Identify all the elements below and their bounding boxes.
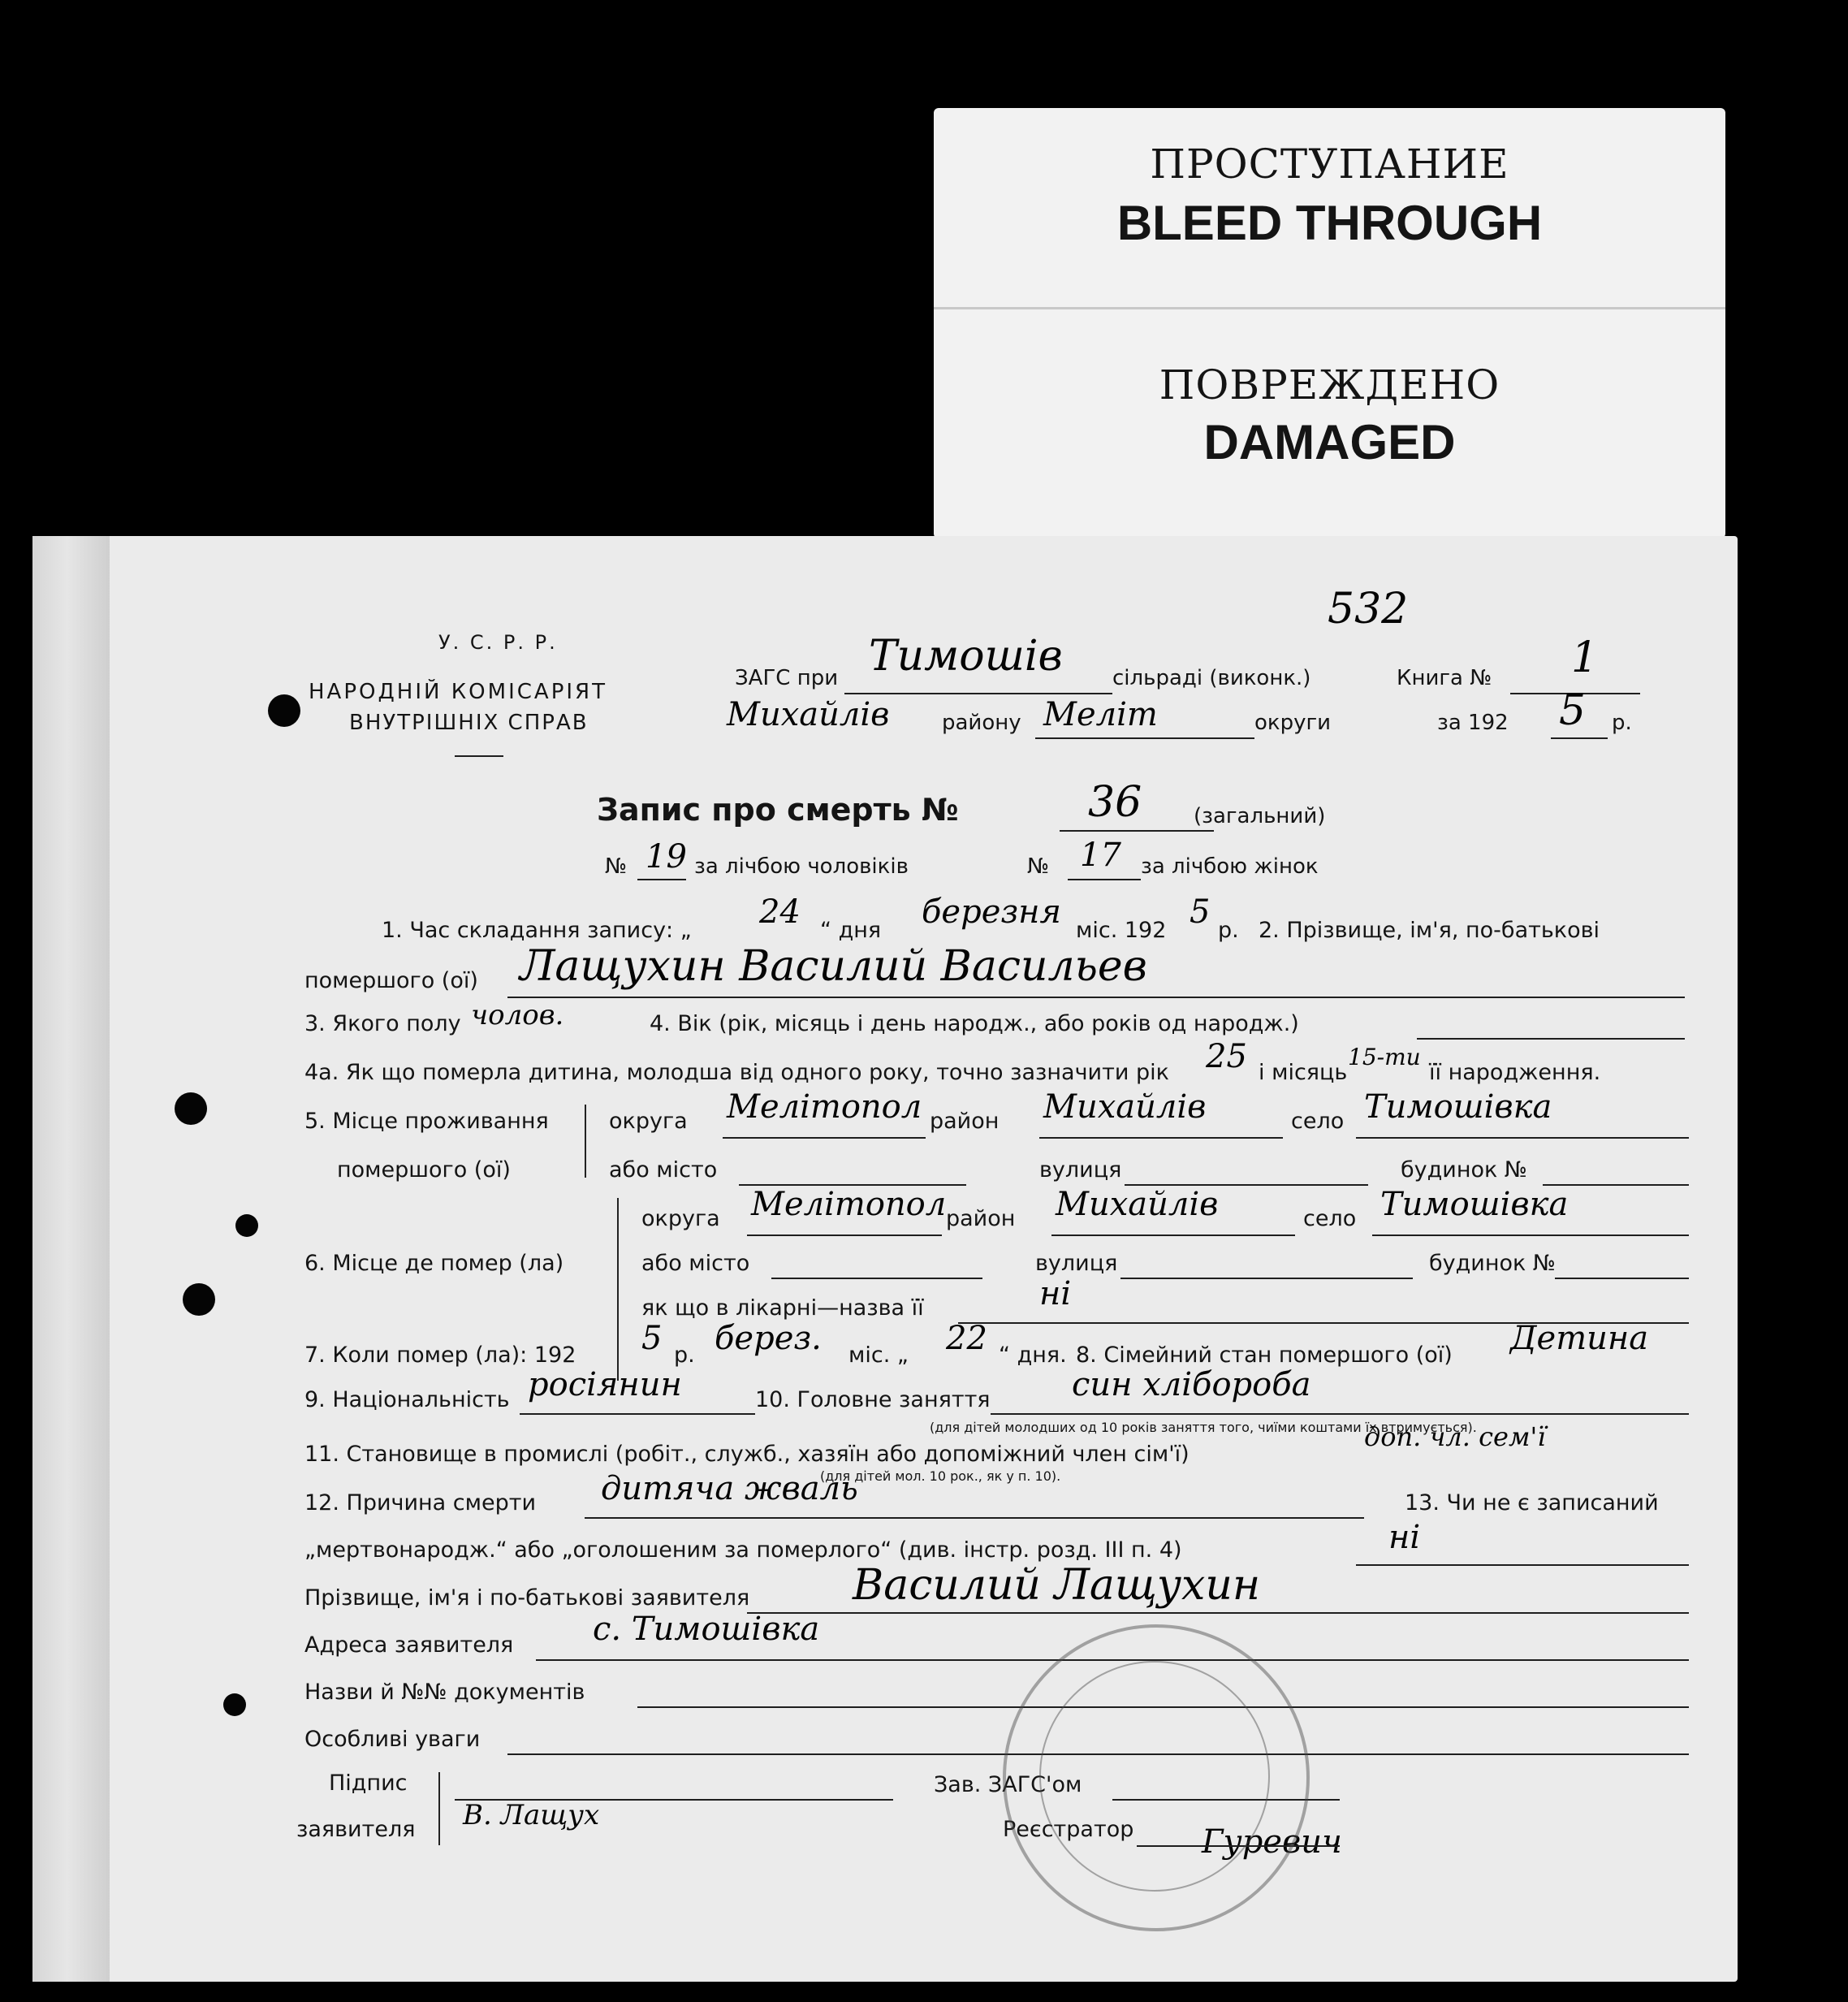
- general-label: (загальний): [1194, 804, 1326, 828]
- zags-label: ЗАГС при: [735, 666, 839, 690]
- field-7-mis: міс. „: [848, 1343, 909, 1368]
- field-2-line: [507, 997, 1685, 998]
- field-6-hospital-value: ні: [1039, 1275, 1072, 1312]
- field-5-selo-line: [1356, 1137, 1689, 1139]
- record-number: 36: [1088, 778, 1142, 827]
- field-9-line: [520, 1413, 755, 1415]
- bleed-through-ru: ПРОСТУПАНИЕ: [1150, 141, 1509, 188]
- field-1-day-label: “ дня: [820, 918, 882, 943]
- field-7-year: 5: [641, 1320, 663, 1357]
- field-10-value: син хлібороба: [1072, 1366, 1311, 1403]
- field-6-misto-line: [771, 1278, 982, 1279]
- field-10-line: [991, 1413, 1689, 1415]
- field-6-budynok-line: [1555, 1278, 1689, 1279]
- field-6-hospital: як що в лікарні—назва її: [641, 1295, 924, 1321]
- field-3-label: 3. Якого полу: [304, 1011, 461, 1036]
- archival-condition-tag: [934, 108, 1725, 538]
- record-title: Запис про смерть №: [597, 792, 959, 828]
- state-abbreviation: У. С. Р. Р.: [438, 631, 558, 654]
- field-6-selo: село: [1303, 1206, 1357, 1231]
- field-1-month-label: міс. 192: [1076, 918, 1167, 943]
- field-4-line: [1417, 1038, 1685, 1040]
- tag-fold: [934, 307, 1725, 309]
- field-6-selo-value: Тимошівка: [1380, 1186, 1569, 1223]
- field-5-label-line1: 5. Місце проживання: [304, 1109, 549, 1134]
- field-6-okruha: округа: [641, 1206, 720, 1231]
- field-7-dnia: “ дня.: [999, 1343, 1067, 1368]
- field-7-label: 7. Коли помер (ла): 192: [304, 1343, 576, 1368]
- men-prefix: №: [605, 854, 628, 879]
- documents-label: Назви й №№ документів: [304, 1680, 585, 1705]
- year-line: [1551, 737, 1608, 739]
- field-5-selo: село: [1291, 1109, 1345, 1134]
- field-6-budynok: будинок №: [1429, 1251, 1556, 1276]
- field-2-value: Лащухин Василий Васильев: [520, 942, 1147, 991]
- field-5-label-line2: помершого (ої): [337, 1157, 511, 1183]
- women-prefix: №: [1027, 854, 1050, 879]
- field-1-year: 5: [1190, 893, 1211, 931]
- zags-line: [844, 693, 1112, 694]
- okrug-value: Меліт: [1043, 696, 1158, 733]
- head-label: Зав. ЗАГС'ом: [934, 1772, 1082, 1797]
- sheet-binding-edge: [32, 536, 110, 1982]
- year-suffix: р.: [1612, 711, 1632, 735]
- punch-hole: [175, 1092, 207, 1125]
- field-3-value: чолов.: [471, 999, 564, 1031]
- declarant-name-line: [747, 1612, 1689, 1614]
- declarant-address-value: с. Тимошівка: [593, 1611, 820, 1648]
- field-6-raion-value: Михайлів: [1056, 1186, 1219, 1223]
- district-value: Михайлів: [727, 696, 890, 733]
- death-record-form: [32, 536, 1738, 1982]
- punch-hole: [268, 694, 300, 727]
- field-12-value: дитяча жваль: [601, 1470, 858, 1507]
- field-2-label-cont: помершого (ої): [304, 968, 478, 993]
- notes-label: Особливі уваги: [304, 1727, 481, 1752]
- declarant-signature-line: [455, 1799, 893, 1801]
- field-5-misto: або місто: [609, 1157, 718, 1183]
- damaged-ru: ПОВРЕЖДЕНО: [1159, 361, 1500, 409]
- field-4a-label: 4а. Як що померла дитина, молодша від одного року, точно зазначити рік: [304, 1060, 1169, 1085]
- field-9-label: 9. Національність: [304, 1387, 510, 1412]
- field-5-okruha: округа: [609, 1109, 688, 1134]
- signature-brace: [438, 1772, 440, 1845]
- header-divider: [455, 755, 503, 757]
- field-5-selo-value: Тимошівка: [1364, 1088, 1552, 1126]
- bleed-through-en: BLEED THROUGH: [1116, 196, 1543, 250]
- district-label: району: [942, 711, 1021, 735]
- field-5-raion: район: [930, 1109, 1000, 1134]
- book-label: Книга №: [1397, 666, 1492, 690]
- declarant-signature: В. Лащух: [463, 1799, 600, 1831]
- field-12-label: 12. Причина смерти: [304, 1490, 537, 1516]
- women-number: 17: [1080, 837, 1121, 874]
- punch-hole: [223, 1693, 246, 1716]
- field-6-vulytsia-line: [1120, 1278, 1413, 1279]
- field-12-line: [585, 1517, 1364, 1519]
- silrada-label: сільраді (виконк.): [1112, 666, 1311, 690]
- field-13-label-cont: „мертвонародж.“ або „оголошеним за померлого“ (див. інстр. розд. III п. 4): [304, 1537, 1182, 1563]
- field-12-note: (для дітей мол. 10 рок., як у п. 10).: [820, 1468, 1061, 1484]
- field-7-r: р.: [674, 1343, 695, 1368]
- field-5-vulytsia: вулиця: [1039, 1157, 1122, 1183]
- field-4a-tail: її народження.: [1429, 1060, 1601, 1085]
- registrar-label: Реєстратор: [1003, 1817, 1134, 1842]
- book-value: 1: [1571, 633, 1599, 682]
- field-4a-year: 25: [1206, 1038, 1247, 1075]
- field-6-vulytsia: вулиця: [1035, 1251, 1118, 1276]
- declarant-address-label: Адреса заявителя: [304, 1632, 514, 1658]
- field-4-label: 4. Вік (рік, місяць і день народж., або років од народж.): [650, 1011, 1299, 1036]
- field-11-label: 11. Становище в промислі (робіт., служб., хазяїн або допоміжний член сім'ї): [304, 1442, 1190, 1467]
- field-8-label: 8. Сімейний стан помершого (ої): [1076, 1343, 1453, 1368]
- zags-value: Тимошів: [869, 632, 1063, 681]
- signature-label-1: Підпис: [329, 1771, 408, 1796]
- field-5-raion-line: [1039, 1137, 1283, 1139]
- field-10-label: 10. Головне заняття: [755, 1387, 991, 1412]
- field-6-raion-line: [1051, 1234, 1295, 1236]
- field-8-value: Детина: [1510, 1320, 1649, 1357]
- field-5-okruha-value: Мелітопол: [727, 1088, 922, 1126]
- field-5-okruha-line: [723, 1137, 926, 1139]
- field-6-okruha-line: [747, 1234, 942, 1236]
- okrug-line: [1035, 737, 1254, 739]
- field-4a-month: 15-ти: [1348, 1044, 1421, 1070]
- declarant-name-value: Василий Лащухин: [853, 1561, 1261, 1610]
- field-1-label: 1. Час складання запису: „: [382, 918, 692, 943]
- women-number-line: [1068, 879, 1141, 880]
- field-6-misto: або місто: [641, 1251, 750, 1276]
- registrar-signature: Гуревич: [1202, 1823, 1342, 1861]
- men-number-line: [637, 879, 686, 880]
- punch-hole: [183, 1283, 215, 1316]
- field-10-note: (для дітей молодших од 10 років заняття того, чиїми коштами їх втримується).: [930, 1420, 1477, 1435]
- archive-page-number: 532: [1328, 585, 1409, 633]
- year-label: за 192: [1437, 711, 1509, 735]
- field-6-selo-line: [1372, 1234, 1689, 1236]
- field-1-day: 24: [759, 893, 801, 931]
- field-9-value: росіянин: [528, 1366, 682, 1403]
- commissariat-line-1: НАРОДНІЙ КОМІСАРІЯТ: [309, 680, 607, 704]
- punch-hole: [235, 1214, 258, 1237]
- record-number-line: [1060, 830, 1214, 832]
- men-number: 19: [646, 838, 687, 876]
- field-6-raion: район: [946, 1206, 1016, 1231]
- field-2-label: 2. Прізвище, ім'я, по-батькові: [1259, 918, 1600, 943]
- field-6-label: 6. Місце де помер (ла): [304, 1251, 564, 1276]
- field-13-label: 13. Чи не є записаний: [1405, 1490, 1659, 1516]
- field-5-brace: [585, 1105, 586, 1178]
- okrug-label: округи: [1254, 711, 1332, 735]
- field-5-budynok: будинок №: [1401, 1157, 1527, 1183]
- year-value: 5: [1559, 686, 1587, 735]
- field-6-brace: [617, 1198, 619, 1381]
- women-label: за лічбою жінок: [1141, 854, 1319, 879]
- field-5-raion-value: Михайлів: [1043, 1088, 1207, 1126]
- field-1-month: березня: [922, 893, 1062, 931]
- damaged-en: DAMAGED: [1203, 415, 1456, 469]
- field-7-month: берез.: [715, 1320, 822, 1357]
- field-1-year-label: р.: [1218, 918, 1239, 943]
- men-label: за лічбою чоловіків: [694, 854, 909, 879]
- field-11-value: доп. чл. сем'ї: [1364, 1421, 1546, 1452]
- field-4a-month-label: і місяць: [1259, 1060, 1348, 1085]
- official-seal-inner-ring: [1039, 1661, 1270, 1892]
- signature-label-2: заявителя: [296, 1817, 416, 1842]
- commissariat-line-2: ВНУТРІШНІХ СПРАВ: [349, 711, 589, 735]
- declarant-name-label: Прізвище, ім'я і по-батькові заявителя: [304, 1585, 750, 1611]
- field-13-line: [1356, 1564, 1689, 1566]
- field-6-okruha-value: Мелітопол: [751, 1186, 947, 1223]
- field-7-day: 22: [946, 1320, 987, 1357]
- field-13-value: ні: [1388, 1519, 1421, 1556]
